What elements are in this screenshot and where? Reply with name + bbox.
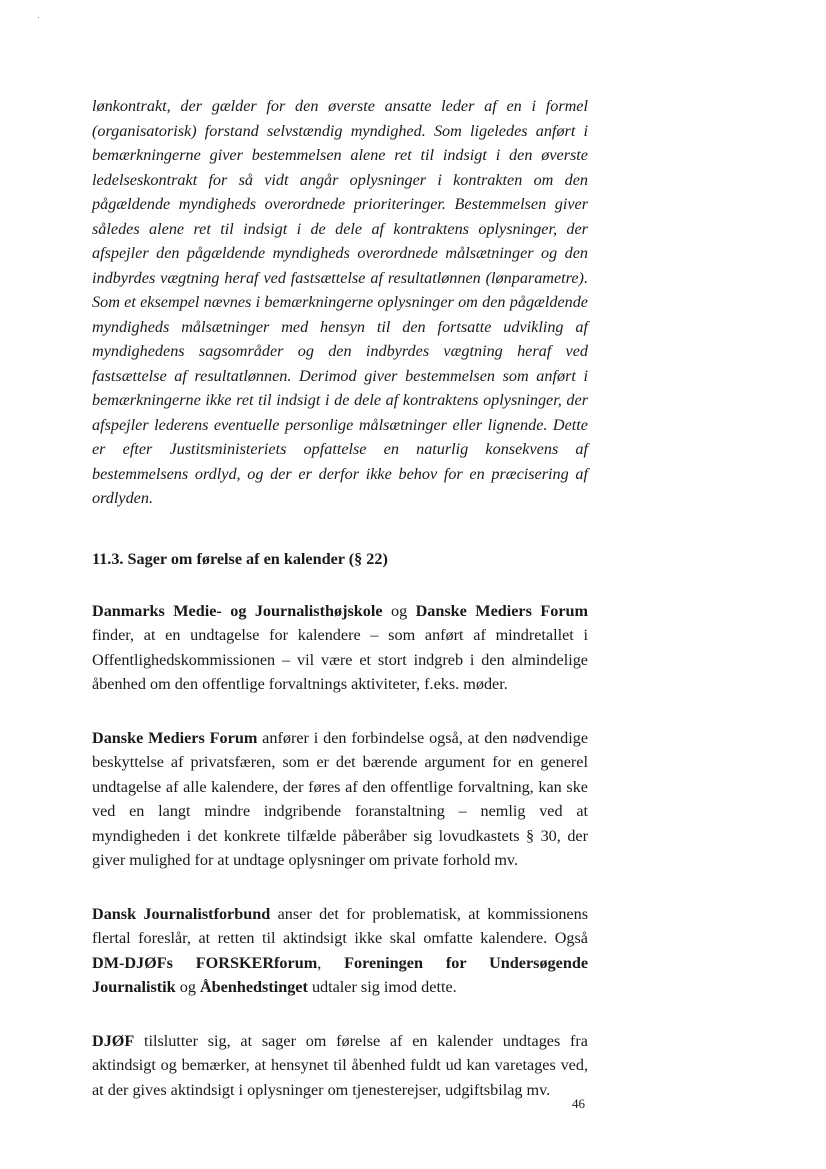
org-name: DJØF [92,1031,135,1050]
paragraph-dansk-journalistforbund [92,902,588,1000]
paragraph-text: og [175,978,200,996]
org-name: Foreningen for Undersøgende Journalistik [92,953,589,996]
paragraph-text: og [382,601,416,620]
paragraph-medie-journalisthojskole [92,599,588,697]
scan-speck [38,17,39,18]
org-name: Danske Mediers Forum [415,601,588,620]
org-name: DM-DJØFs FORSKERforum [92,953,318,972]
paragraph-text: anfører i den forbindelse også, at den nødvendige beskyttelse af privatsfæren, som er det bærende argument for en generel undtagelse af alle kalendere, der føres af den offentlige forvaltning, kan ske ved en langt mindre indgribende foranstaltning – nemlig ved at myndigheden i det konkrete tilfælde påberåber sig lovudkastets § 30, der giver mulighed for at undtage oplysninger om private forhold mv. [92,728,589,869]
quoted-excerpt: lønkontrakt, der gælder for den øverste ansatte leder af en i formel (organisatorisk) forstand selvstændig myndighed. Som ligeledes anført i bemærkningerne giver bestemmelsen alene ret til indsigt i den øverste ledelseskontrakt for så vidt angår oplysninger i kontrakten om den pågældende myndigheds overordnede prioriteringer. Bestemmelsen giver således alene ret til indsigt i de dele af kontraktens oplysninger, der afspejler den pågældende myndigheds overordnede målsætninger og den indbyrdes vægtning heraf ved fastsættelse af resultatlønnen (lønparametre). Som et eksempel nævnes i bemærkningerne oplysninger om den pågældende myndigheds målsætninger med hensyn til den fortsatte udvikling af myndighedens sagsområder og den indbyrdes vægtning heraf ved fastsættelse af resultatlønnen. Derimod giver bestemmelsen som anført i bemærkningerne ikke ret til indsigt i de dele af kontraktens oplysninger, der afspejler lederens eventuelle personlige målsætninger eller lignende. Dette er efter Justitsministeriets opfattelse en naturlig konsekvens af bestemmelsens ordlyd, og der er derfor ikke behov for en præcisering af ordlyden. [92,97,588,507]
org-name: Dansk Journalistforbund [92,904,271,923]
org-name: Åbenhedstinget [199,978,308,996]
section-heading: 11.3. Sager om førelse af en kalender (§ 22) [92,549,388,568]
paragraph-text: udtaler sig imod dette. [307,978,457,996]
paragraph-text: anser det for problematisk, at kommissionens flertal foreslår, at retten til aktindsigt ikke skal omfatte kalendere. Også [92,904,589,947]
document-page [92,94,588,1102]
org-name: Danmarks Medie- og Journalisthøjskole [92,601,383,620]
page-number: 46 [572,1096,585,1111]
org-name: Danske Mediers Forum [92,728,258,747]
paragraph-text: tilslutter sig, at sager om førelse af en kalender undtages fra aktindsigt og bemærker, at hensynet til åbenhed fuldt ud kan varetages ved, at der gives aktindsigt i oplysninger om tjenesterejser, udgiftsbilag mv. [92,1031,588,1099]
paragraph-danske-mediers-forum [92,726,588,873]
paragraph-text: , [317,953,345,972]
paragraph-djof [92,1029,588,1103]
paragraph-text: finder, at en undtagelse for kalendere – som anført af mindretallet i Offentlighedskommissionen – vil være et stort indgreb i den almindelige åbenhed om den offentlige forvaltnings aktiviteter, f.eks. møder. [92,626,588,693]
